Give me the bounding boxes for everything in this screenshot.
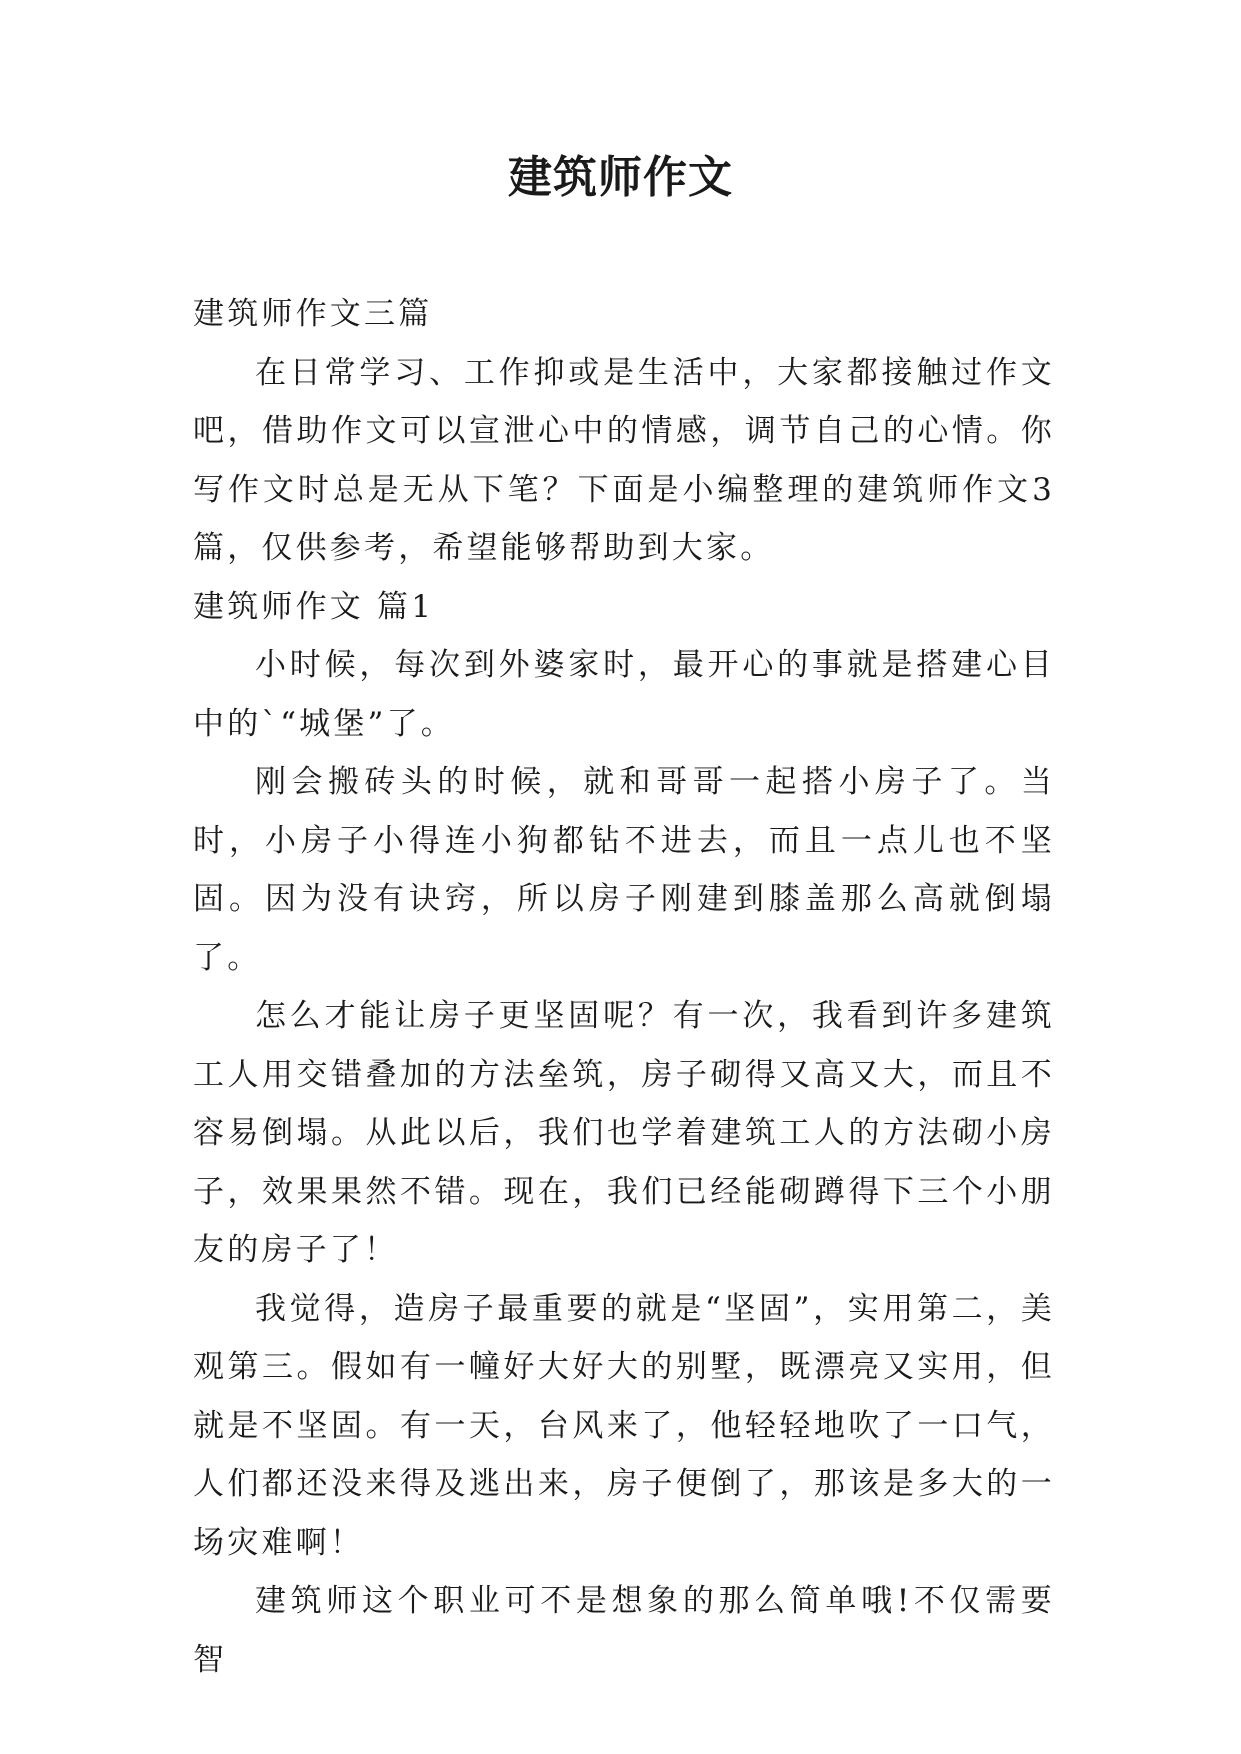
section-heading: 建筑师作文 篇1 [193, 588, 435, 625]
body-paragraph: 建筑师这个职业可不是想象的那么简单哦!不仅需要智 [193, 1583, 1055, 1678]
document-title: 建筑师作文 [508, 152, 733, 203]
body-paragraph: 怎么才能让房子更坚固呢？有一次，我看到许多建筑工人用交错叠加的方法垒筑，房子砌得又高又大，而且不容易倒塌。从此以后，我们也学着建筑工人的方法砌小房子，效果果然不错。现在，我们已经能砌蹲得下三个小朋友的房子了！ [193, 998, 1055, 1268]
document-subtitle: 建筑师作文三篇 [193, 296, 433, 332]
intro-paragraph: 在日常学习、工作抑或是生活中，大家都接触过作文吧，借助作文可以宣泄心中的情感，调节自己的心情。你写作文时总是无从下笔？下面是小编整理的建筑师作文3篇，仅供参考，希望能够帮助到大家。 [193, 354, 1055, 566]
body-paragraph: 我觉得，造房子最重要的就是“坚固”，实用第二，美观第三。假如有一幢好大好大的别墅，既漂亮又实用，但就是不坚固。有一天，台风来了，他轻轻地吹了一口气，人们都还没来得及逃出来，房子便倒了，那该是多大的一场灾难啊！ [193, 1290, 1055, 1561]
body-paragraph: 小时候，每次到外婆家时，最开心的事就是搭建心目中的`“城堡”了。 [193, 647, 1055, 742]
document-body [193, 285, 1055, 1689]
body-paragraph: 刚会搬砖头的时候，就和哥哥一起搭小房子了。当时，小房子小得连小狗都钻不进去，而且一点儿也不坚固。因为没有诀窍，所以房子刚建到膝盖那么高就倒塌了。 [193, 764, 1055, 976]
